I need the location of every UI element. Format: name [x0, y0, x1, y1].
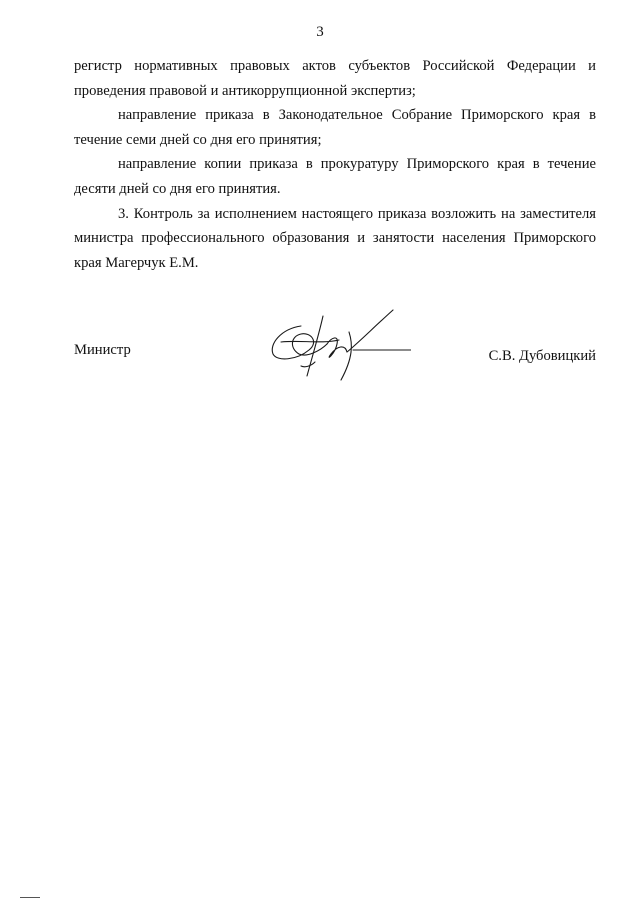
paragraph-prosecutor-office: направление копии приказа в прокуратуру Приморского края в течение десяти дней со дня его принятия. [74, 156, 596, 197]
paragraph-legislative-assembly: направление приказа в Законодательное Собрание Приморского края в течение семи дней со дня его принятия; [74, 107, 596, 148]
paragraph-registry: регистр нормативных правовых актов субъектов Российской Федерации и проведения правовой и антикоррупционной экспертиз; [74, 58, 596, 99]
signatory-name: С.В. Дубовицкий [488, 348, 596, 364]
signature-block [74, 337, 596, 397]
paragraph-control-clause: 3. Контроль за исполнением настоящего приказа возложить на заместителя министра профессионального образования и занятости населения Приморского края Магерчук Е.М. [74, 205, 596, 271]
page-number: 3 [316, 24, 324, 40]
signatory-title: Министр [74, 342, 131, 358]
page-edge-mark [20, 897, 40, 898]
document-body [74, 54, 596, 275]
handwritten-signature [261, 304, 411, 384]
